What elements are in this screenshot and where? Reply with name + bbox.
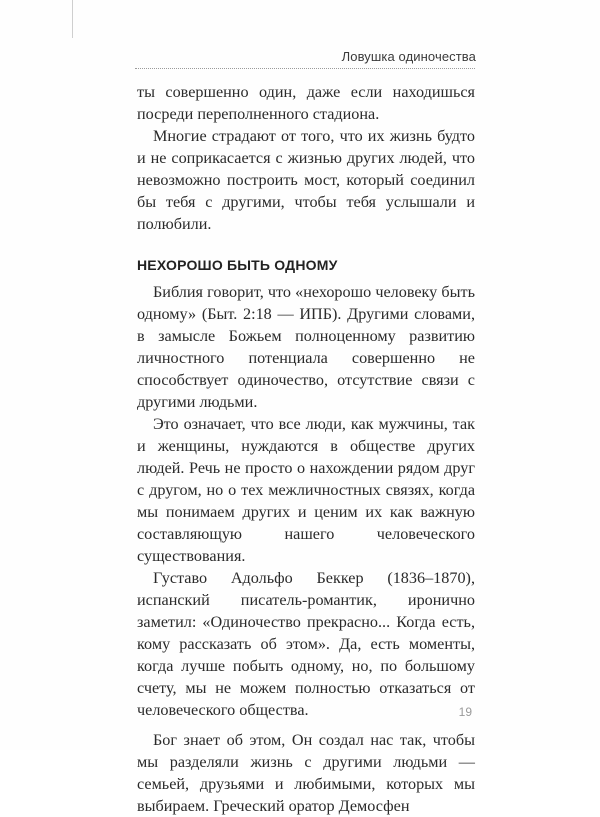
body-text xyxy=(137,81,475,817)
paragraph: Это означает, что все люди, как мужчины, так и женщины, нуждаются в обществе других людей. Речь не просто о нахождении рядом друг с другом, но о тех межличностных связях, когда мы понимаем других и ценим их как важную составляющую нашего человеческого существования. xyxy=(137,415,475,565)
page-number: 19 xyxy=(458,705,472,719)
running-head: Ловушка одиночества xyxy=(341,49,476,64)
paragraph: Бог знает об этом, Он создал нас так, чтобы мы разделяли жизнь с другими людьми — семьей, друзьями и любимыми, которых мы выбираем. Греческий оратор Демосфен xyxy=(137,731,475,815)
running-head-rule xyxy=(135,68,475,69)
paragraph-continuation: ты совершенно один, даже если находишься посреди переполненного стадиона. xyxy=(137,83,475,123)
paragraph: Многие страдают от того, что их жизнь будто и не соприкасается с жизнью других людей, что невозможно построить мост, который соединил бы тебя с другими, чтобы тебя услышали и полюбили. xyxy=(137,127,475,233)
paragraph: Библия говорит, что «нехорошо человеку быть одному» (Быт. 2:18 — ИПБ). Другими словами, в замысле Божьем полноценному развитию личностного потенциала совершенно не способствует одиночество, отсутствие связи с другими людьми. xyxy=(137,283,475,411)
section-heading: НЕХОРОШО БЫТЬ ОДНОМУ xyxy=(137,257,338,273)
page-edge-mark xyxy=(72,0,73,38)
paragraph: Густаво Адольфо Беккер (1836–1870), испанский писатель-романтик, иронично заметил: «Одиночество прекрасно... Когда есть, кому рассказать об этом». Да, есть моменты, когда лучше побыть одному, но, по большому счету, мы не можем полностью отказаться от человеческого общества. xyxy=(137,569,475,719)
